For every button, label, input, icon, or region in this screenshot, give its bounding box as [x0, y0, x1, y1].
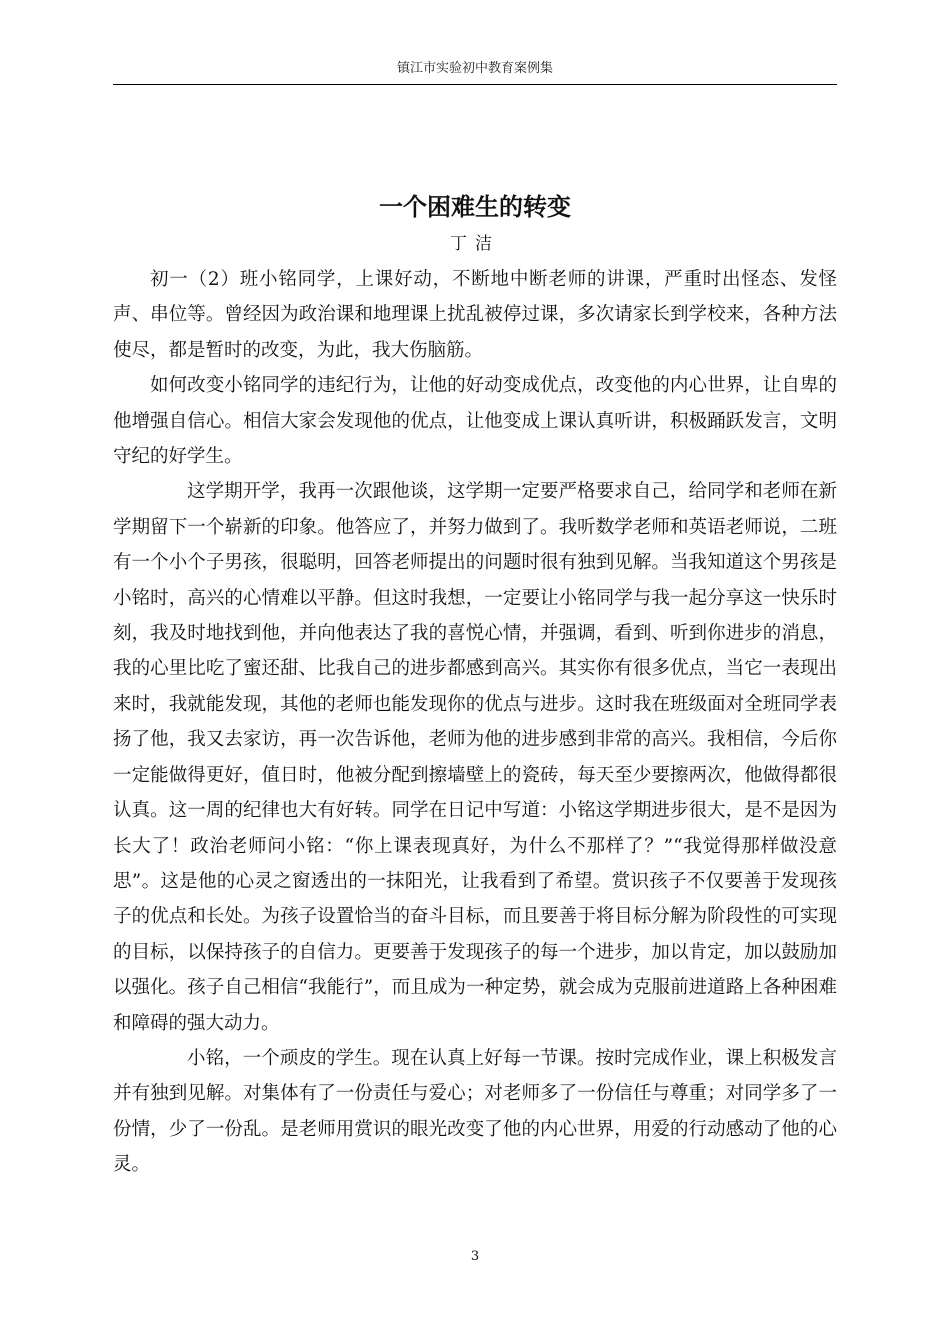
article-body — [113, 262, 837, 1183]
page-number: 3 — [470, 1249, 480, 1264]
article-title: 一个困难生的转变 — [379, 193, 571, 221]
paragraph-4: 小铭，一个顽皮的学生。现在认真上好每一节课。按时完成作业，课上积极发言并有独到见解。对集体有了一份责任与爱心；对老师多了一份信任与尊重；对同学多了一份情，少了一份乱。是老师用赏识的眼光改变了他的内心世界，用爱的行动感动了他的心灵。 — [113, 1047, 837, 1176]
paragraph-3: 这学期开学，我再一次跟他谈，这学期一定要严格要求自己，给同学和老师在新学期留下一个崭新的印象。他答应了，并努力做到了。我听数学老师和英语老师说，二班有一个小个子男孩，很聪明，回答老师提出的问题时很有独到见解。当我知道这个男孩是小铭时，高兴的心情难以平静。但这时我想，一定要让小铭同学与我一起分享这一快乐时刻，我及时地找到他，并向他表达了我的喜悦心情，并强调，看到、听到你进步的消息，我的心里比吃了蜜还甜、比我自己的进步都感到高兴。其实你有很多优点，当它一表现出来时，我就能发现，其他的老师也能发现你的优点与进步。这时我在班级面对全班同学表扬了他，我又去家访，再一次告诉他，老师为他的进步感到非常的高兴。我相信，今后你一定能做得更好，值日时，他被分配到擦墙壁上的瓷砖，每天至少要擦两次，他做得都很认真。这一周的纪律也大有好转。同学在日记中写道：小铭这学期进步很大，是不是因为长大了！政治老师问小铭：“你上课表现真好，为什么不那样了？”“我觉得那样做没意思”。这是他的心灵之窗透出的一抹阳光，让我看到了希望。赏识孩子不仅要善于发现孩子的优点和长处。为孩子设置恰当的奋斗目标，而且要善于将目标分解为阶段性的可实现的目标，以保持孩子的自信力。更要善于发现孩子的每一个进步，加以肯定，加以鼓励加以强化。孩子自己相信“我能行”，而且成为一种定势，就会成为克服前进道路上各种困难和障碍的强大动力。 — [113, 481, 837, 1034]
paragraph-1: 初一（2）班小铭同学，上课好动，不断地中断老师的讲课，严重时出怪态、发怪声、串位等。曾经因为政治课和地理课上扰乱被停过课，多次请家长到学校来，各种方法使尽，都是暂时的改变，为此，我大伤脑筋。 — [113, 269, 837, 361]
article-author: 丁洁 — [450, 234, 500, 254]
header-rule — [113, 84, 837, 85]
paragraph-2: 如何改变小铭同学的违纪行为，让他的好动变成优点，改变他的内心世界，让自卑的他增强自信心。相信大家会发现他的优点，让他变成上课认真听讲，积极踊跃发言，文明守纪的好学生。 — [113, 375, 837, 468]
running-header: 镇江市实验初中教育案例集 — [396, 61, 553, 76]
